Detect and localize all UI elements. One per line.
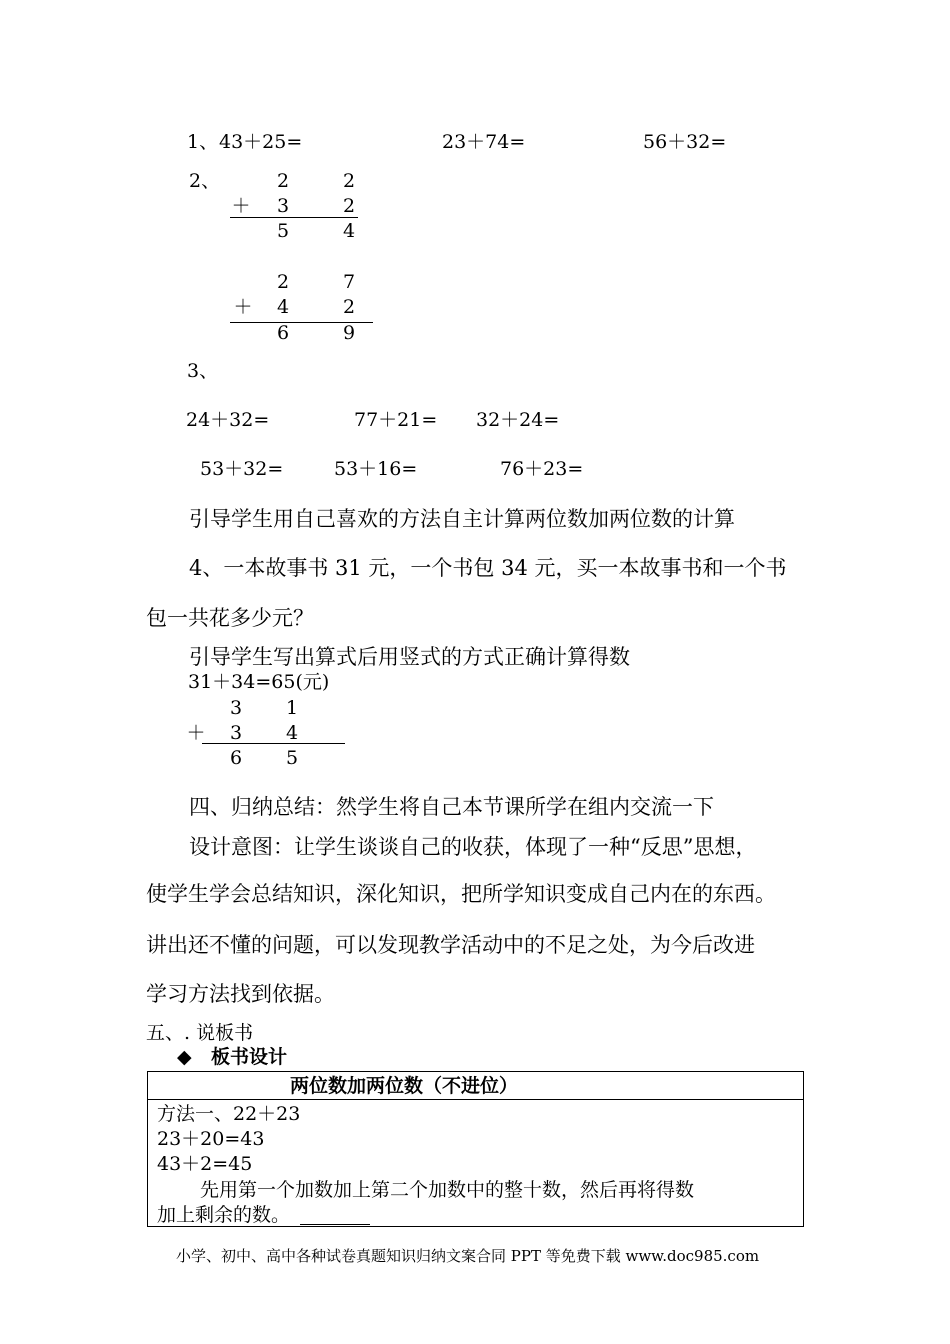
expression: 53＋16= [334, 458, 418, 480]
digit: 2 [276, 271, 290, 293]
expression: 76＋23= [500, 458, 584, 480]
plus-operator: ＋ [231, 195, 251, 217]
summary-line: 设计意图：让学生谈谈自己的收获，体现了一种“反思”思想， [189, 835, 757, 859]
footer-text: 小学、初中、高中各种试卷真题知识归纳文案合同 PPT 等免费下载 www.doc985.com [176, 1247, 760, 1265]
digit: 1 [285, 697, 299, 719]
expression: 43＋25= [219, 131, 303, 153]
table-line: 先用第一个加数加上第二个加数中的整十数，然后再将得数 [200, 1179, 695, 1201]
table-title: 两位数加两位数（不进位） [290, 1075, 519, 1097]
digit: 4 [276, 296, 290, 318]
plus-operator: ＋ [233, 296, 253, 318]
expression: 53＋32= [200, 458, 284, 480]
plus-operator: ＋ [186, 722, 206, 744]
table-line: 43＋2=45 [157, 1153, 253, 1175]
digit: 7 [342, 271, 356, 293]
guide-text: 引导学生写出算式后用竖式的方式正确计算得数 [189, 645, 630, 669]
table-divider [148, 1099, 803, 1100]
table-line: 加上剩余的数。 [157, 1204, 291, 1226]
underline [300, 1224, 370, 1225]
equation: 31＋34=65(元) [188, 671, 330, 693]
board-heading: 五、. 说板书 [146, 1022, 254, 1044]
digit: 5 [276, 220, 290, 242]
digit: 3 [276, 195, 290, 217]
sum-line [230, 217, 358, 218]
expression: 56＋32= [643, 131, 727, 153]
word-problem-line: 包一共花多少元？ [146, 606, 314, 630]
expression: 23＋74= [442, 131, 526, 153]
expression: 32＋24= [476, 409, 560, 431]
digit: 9 [342, 322, 356, 344]
digit: 2 [342, 195, 356, 217]
digit: 4 [285, 722, 299, 744]
digit: 5 [285, 747, 299, 769]
problem-2-label: 2、 [189, 170, 221, 192]
digit: 4 [342, 220, 356, 242]
table-line: 方法一、22＋23 [157, 1103, 301, 1125]
diamond-bullet-icon: ◆ [177, 1046, 192, 1068]
digit: 2 [276, 170, 290, 192]
problem-1-label: 1、 [187, 131, 219, 153]
digit: 3 [229, 697, 243, 719]
problem-3-label: 3、 [187, 360, 219, 382]
word-problem-line: 4、一本故事书 31 元，一个书包 34 元，买一本故事书和一个书 [189, 556, 787, 580]
summary-title: 四、归纳总结：然学生将自己本节课所学在组内交流一下 [189, 795, 714, 819]
board-subheading: 板书设计 [211, 1046, 288, 1068]
summary-line: 讲出还不懂的问题，可以发现教学活动中的不足之处，为今后改进 [146, 933, 755, 957]
digit: 2 [342, 170, 356, 192]
summary-line: 使学生学会总结知识，深化知识，把所学知识变成自己内在的东西。 [146, 882, 776, 906]
sum-line [202, 743, 345, 744]
expression: 77＋21= [354, 409, 438, 431]
digit: 3 [229, 722, 243, 744]
digit: 6 [229, 747, 243, 769]
digit: 6 [276, 322, 290, 344]
digit: 2 [342, 296, 356, 318]
summary-line: 学习方法找到依据。 [146, 982, 335, 1006]
table-line: 23＋20=43 [157, 1128, 265, 1150]
expression: 24＋32= [186, 409, 270, 431]
guide-text: 引导学生用自己喜欢的方法自主计算两位数加两位数的计算 [189, 507, 735, 531]
